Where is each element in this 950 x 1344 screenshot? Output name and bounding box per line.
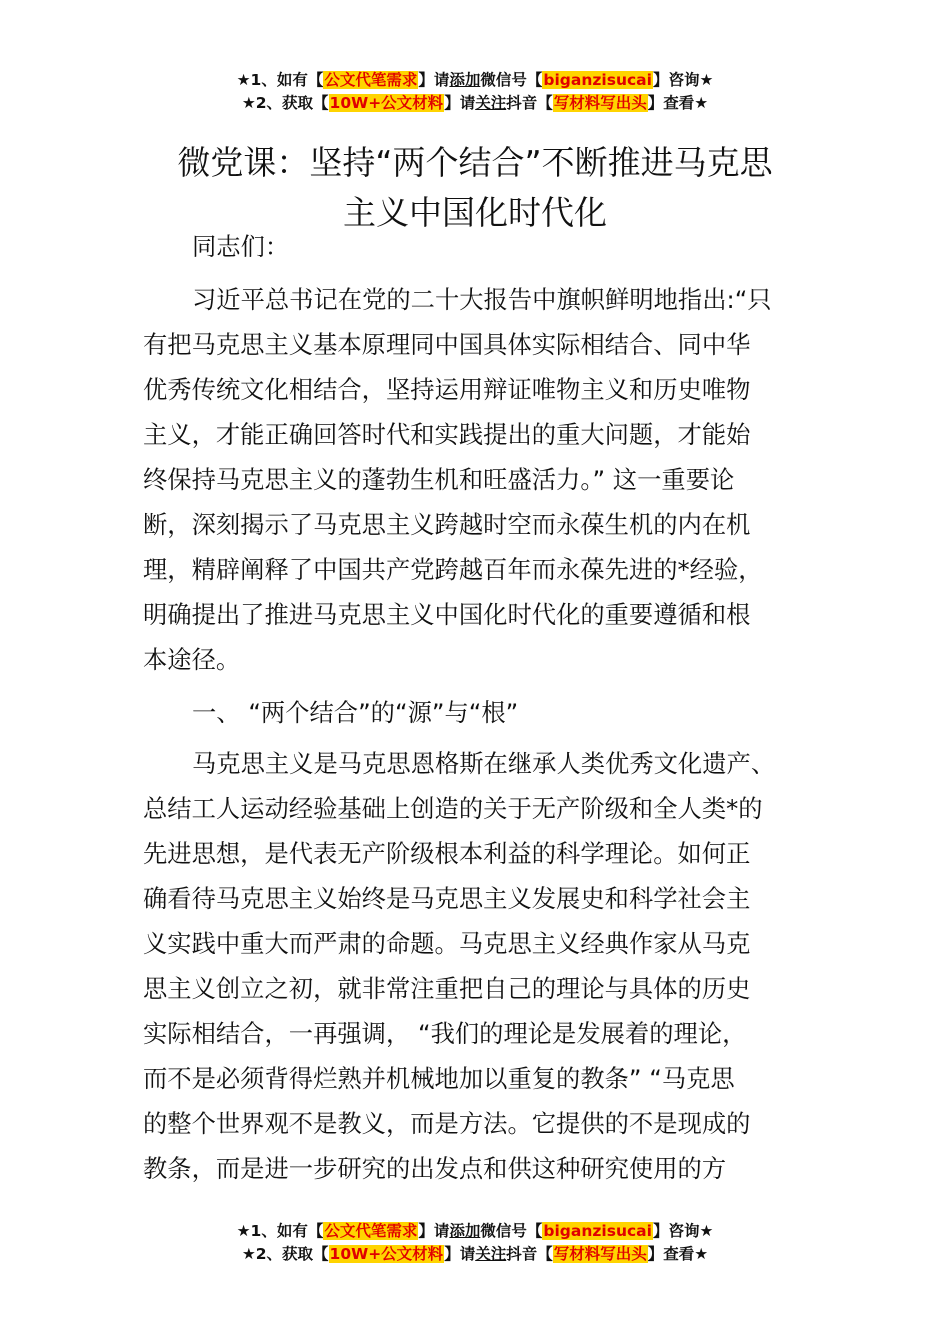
- text-line: 本途径。: [143, 645, 241, 674]
- promo-text: 微信号【: [480, 71, 543, 89]
- promo-text: 抖音【: [506, 1245, 553, 1263]
- promo-line-2: [0, 92, 950, 115]
- promo-text: 】请: [418, 1222, 450, 1240]
- text-line: 义实践中重大而严肃的命题。马克思主义经典作家从马克: [143, 929, 751, 958]
- text-line: 思主义创立之初，就非常注重把自己的理论与具体的历史: [143, 974, 751, 1003]
- promo-underline: 添加: [449, 1222, 481, 1240]
- text-line: 确看待马克思主义始终是马克思主义发展史和科学社会主: [143, 884, 751, 913]
- section-heading: 一、 “两个结合”的“源”与“根”: [192, 698, 519, 727]
- text-line: 实际相结合，一再强调， “我们的理论是发展着的理论，: [143, 1019, 747, 1048]
- text-line: 先进思想，是代表无产阶级根本利益的科学理论。如何正: [143, 839, 751, 868]
- promo-text: 】查看★: [647, 1245, 709, 1263]
- promo-highlight: 10W+公文材料: [329, 94, 444, 112]
- text-line: 有把马克思主义基本原理同中国具体实际相结合、同中华: [143, 330, 751, 359]
- promo-highlight: 写材料写出头: [553, 94, 647, 112]
- promo-text: 微信号【: [480, 1222, 543, 1240]
- text-line: 马克思主义是马克思恩格斯在继承人类优秀文化遗产、: [192, 749, 776, 778]
- text-line: 明确提出了推进马克思主义中国化时代化的重要遵循和根: [143, 600, 751, 629]
- promo-text: ★2、获取【: [241, 94, 329, 112]
- promo-highlight: 公文代笔需求: [324, 71, 418, 89]
- paragraph-1: [143, 277, 809, 682]
- promo-underline: 添加: [449, 71, 481, 89]
- text-line: 主义，才能正确回答时代和实践提出的重大问题，才能始: [143, 420, 751, 449]
- bottom-promo-banner: [0, 1220, 950, 1266]
- promo-text: 】请: [418, 71, 450, 89]
- greeting: 同志们：: [192, 232, 290, 261]
- promo-highlight: 10W+公文材料: [329, 1245, 444, 1263]
- text-line: 断，深刻揭示了马克思主义跨越时空而永葆生机的内在机: [143, 510, 751, 539]
- document-body: [143, 224, 809, 1191]
- text-line: 习近平总书记在党的二十大报告中旗帜鲜明地指出:“只: [192, 285, 772, 314]
- promo-text: 】查看★: [647, 94, 709, 112]
- text-line: 理，精辟阐释了中国共产党跨越百年而永葆先进的*经验，: [143, 555, 763, 584]
- text-line: 终保持马克思主义的蓬勃生机和旺盛活力。” 这一重要论: [143, 465, 735, 494]
- promo-text: 】请: [444, 1245, 476, 1263]
- promo-underline: 关注: [475, 94, 507, 112]
- promo-line-1: [0, 1220, 950, 1243]
- text-line: 的整个世界观不是教义，而是方法。它提供的不是现成的: [143, 1109, 751, 1138]
- text-line: 总结工人运动经验基础上创造的关于无产阶级和全人类*的: [143, 794, 763, 823]
- promo-highlight: 写材料写出头: [553, 1245, 647, 1263]
- text-line: 优秀传统文化相结合，坚持运用辩证唯物主义和历史唯物: [143, 375, 751, 404]
- promo-underline: 关注: [475, 1245, 507, 1263]
- promo-text: 】请: [444, 94, 476, 112]
- promo-text: 抖音【: [506, 94, 553, 112]
- title-line: 微党课：坚持“两个结合”不断推进马克思: [177, 143, 773, 183]
- text-line: 教条，而是进一步研究的出发点和供这种研究使用的方: [143, 1154, 727, 1183]
- promo-highlight: 公文代笔需求: [324, 1222, 418, 1240]
- text-line: 而不是必须背得烂熟并机械地加以重复的教条” “马克思: [143, 1064, 735, 1093]
- promo-text: ★1、如有【: [236, 1222, 324, 1240]
- title-line: 主义中国化时代化: [343, 193, 607, 233]
- promo-text: ★1、如有【: [236, 71, 324, 89]
- promo-text: ★2、获取【: [241, 1245, 329, 1263]
- promo-highlight: biganzisucai: [543, 71, 652, 89]
- promo-text: 】咨询★: [652, 1222, 714, 1240]
- promo-line-1: [0, 69, 950, 92]
- promo-text: 】咨询★: [652, 71, 714, 89]
- top-promo-banner: [0, 69, 950, 115]
- promo-highlight: biganzisucai: [543, 1222, 652, 1240]
- promo-line-2: [0, 1243, 950, 1266]
- paragraph-2: [143, 741, 809, 1191]
